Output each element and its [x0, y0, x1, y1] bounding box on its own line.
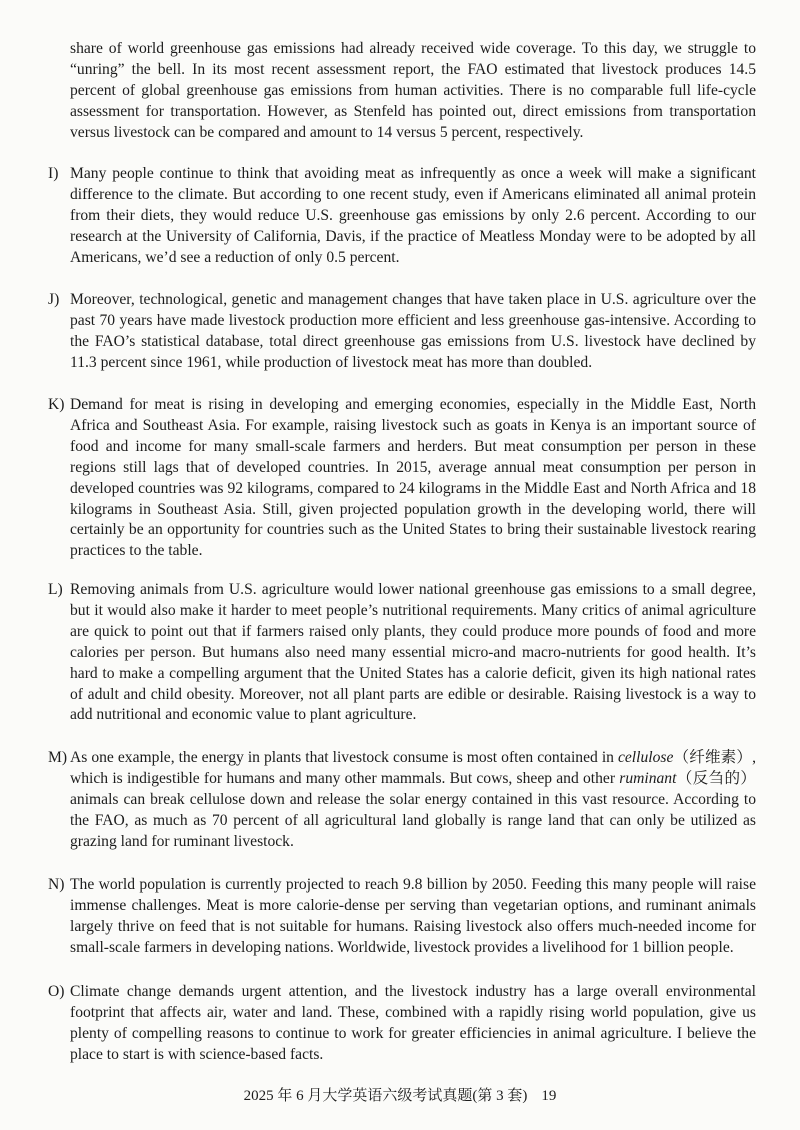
paragraph-text: , which is indigestible for humans and many other mammals. But cows, sheep and other [70, 749, 756, 787]
paragraph-text: Demand for meat is rising in developing and emerging economies, especially in the Middle East, North Africa and Southeast Asia. For example, raising livestock such as goats in Kenya is an important source of food and income for many small-scale farmers and herders. But meat consumption per person in these regions still lags that of developed countries. In 2015, average annual meat consumption per person in developed countries was 92 kilograms, compared to 24 kilograms in the Middle East and North Africa and 18 kilograms in Southeast Asia. Still, given projected population growth in the developing world, there will certainly be an opportunity for countries such as the United States to bring their sustainable livestock rearing practices to the table. [70, 396, 756, 560]
term-cellulose: cellulose [617, 749, 674, 766]
paragraph-text: share of world greenhouse gas emissions had already received wide coverage. To this day, we struggle to “unring” the bell. In its most recent assessment report, the FAO estimated that livestock produces 14.5 percent of global greenhouse gas emissions from human activities. There is no comparable full life-cycle assessment for transportation. However, as Stenfeld has pointed out, direct emissions from transportation versus livestock can be compared and amount to 14 versus 5 percent, respectively. [70, 40, 756, 141]
footer-title: 2025 年 6 月大学英语六级考试真题(第 3 套) [243, 1088, 528, 1104]
paragraph-text: Climate change demands urgent attention, and the livestock industry has a large overall environmental footprint that affects air, water and land. These, combined with a rapidly rising world population, give us plenty of compelling reasons to continue to work for greater efficiencies in animal agriculture. I believe the place to start is with science-based facts. [70, 983, 756, 1063]
paragraph-label: K) [48, 396, 65, 413]
term-ruminant: ruminant [619, 769, 677, 787]
paragraph-n [48, 875, 756, 959]
page-footer [0, 1086, 800, 1106]
page-number: 19 [541, 1088, 557, 1104]
paragraph-text: Many people continue to think that avoiding meat as infrequently as once a week will make a significant difference to the climate. But according to one recent study, even if Americans eliminated all animal protein from their diets, they would reduce U.S. greenhouse gas emissions by only 2.6 percent. According to our research at the University of California, Davis, if the practice of Meatless Monday were to be adopted by all Americans, we’d see a reduction of only 0.5 percent. [70, 165, 756, 266]
paragraph-h-continued [70, 39, 756, 144]
paragraph-l [48, 580, 756, 726]
paragraph-m [48, 748, 756, 853]
paragraph-label: L) [48, 581, 63, 598]
paragraph-label: I) [48, 165, 59, 182]
paragraph-label: M) [48, 749, 68, 766]
paragraph-o [48, 982, 756, 1066]
paragraph-text: The world population is currently projected to reach 9.8 billion by 2050. Feeding this many people will raise immense challenges. Meat is more calorie-dense per serving than vegetarian options, and ruminant animals largely thrive on feed that is not suitable for humans. Raising livestock also offers much-needed income for small-scale farmers in developing nations. Worldwide, livestock provides a livelihood for 1 billion people. [70, 876, 756, 956]
paragraph-label: N) [48, 876, 65, 893]
paragraph-text: animals can break cellulose down and release the solar energy contained in this vast resource. According to the FAO, as much as 70 percent of all agricultural land globally is range land that can only be utilized as grazing land for ruminant livestock. [70, 790, 756, 850]
paragraph-text: Removing animals from U.S. agriculture would lower national greenhouse gas emissions to a small degree, but it would also make it harder to meet people’s nutritional requirements. Many critics of animal agriculture are quick to point out that if farmers raised only plants, they could produce more pounds of food and more calories per person. But humans also need many essential micro-and macro-nutrients for good health. It’s hard to make a compelling argument that the United States has a calorie deficit, given its high national rates of adult and child obesity. Moreover, not all plant parts are edible or desirable. Raising livestock is a way to add nutritional and economic value to plant agriculture. [70, 581, 756, 724]
paragraph-text: As one example, the energy in plants that livestock consume is most often contained in [70, 749, 618, 766]
gloss-cellulose: （纤维素） [673, 749, 753, 766]
paragraph-j [48, 290, 756, 374]
paragraph-i [48, 164, 756, 269]
paragraph-label: O) [48, 983, 65, 1000]
paragraph-text: Moreover, technological, genetic and management changes that have taken place in U.S. agriculture over the past 70 years have made livestock production more efficient and less greenhouse gas-intensive. According to the FAO’s statistical database, total direct greenhouse gas emissions from U.S. livestock have declined by 11.3 percent since 1961, while production of livestock meat has more than doubled. [70, 291, 756, 371]
gloss-ruminant: （反刍的） [676, 769, 756, 787]
paragraph-label: J) [48, 291, 60, 308]
paragraph-k [48, 395, 756, 562]
